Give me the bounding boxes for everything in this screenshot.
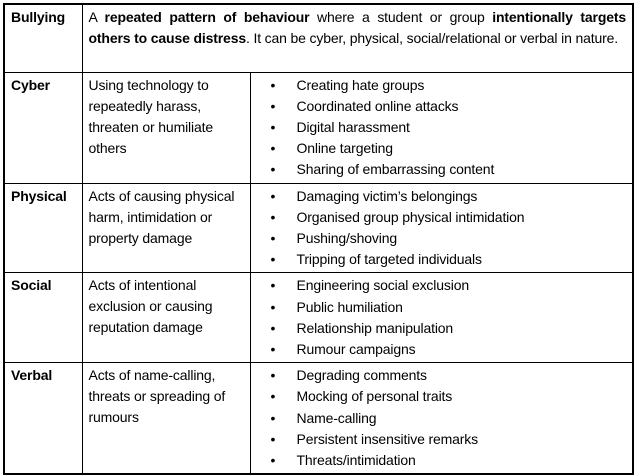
bullet-marker: •	[270, 251, 276, 268]
bullet-item	[257, 429, 627, 450]
bullet-item	[257, 249, 627, 270]
bullet-item	[257, 186, 627, 207]
bullet-text: Organised group physical intimidation	[296, 208, 525, 225]
bullet-text: Public humiliation	[296, 298, 403, 315]
examples-cell-cyber	[250, 72, 633, 183]
bullet-text: Coordinated online attacks	[296, 97, 459, 114]
bullet-marker: •	[270, 140, 276, 157]
bullet-marker: •	[270, 340, 276, 357]
bullet-text: Mocking of personal traits	[296, 388, 453, 405]
bullet-text: Rumour campaigns	[296, 340, 416, 357]
definition-cell-social	[82, 273, 250, 363]
table-row-physical	[4, 183, 633, 273]
definition-segment: intentionally targets others to cause distress	[88, 9, 627, 46]
term-label: Social	[11, 277, 52, 294]
term-label: Verbal	[11, 367, 53, 384]
bullet-marker: •	[270, 409, 276, 426]
bullet-item	[257, 339, 627, 360]
bullet-item	[257, 138, 627, 159]
bullying-definitions-table	[3, 3, 634, 475]
bullet-marker: •	[270, 367, 276, 384]
definition-cell-bullying	[82, 4, 633, 72]
bullet-marker: •	[270, 187, 276, 204]
bullet-text: Relationship manipulation	[296, 319, 454, 336]
bullet-item	[257, 386, 627, 407]
table-row-verbal	[4, 363, 633, 475]
definition-text: Acts of causing physical harm, intimidation or property damage	[88, 187, 235, 246]
examples-cell-verbal	[250, 363, 633, 475]
bullet-text: Name-calling	[296, 409, 377, 426]
bullet-marker: •	[270, 319, 276, 336]
bullet-item	[257, 117, 627, 138]
bullet-marker: •	[270, 298, 276, 315]
bullet-marker: •	[270, 277, 276, 294]
bullet-item	[257, 408, 627, 429]
bullet-item	[257, 228, 627, 249]
bullet-item	[257, 297, 627, 318]
examples-cell-social	[250, 273, 633, 363]
bullet-item	[257, 159, 627, 180]
definition-segment: A	[88, 9, 105, 25]
bullet-list	[257, 186, 627, 271]
table-row-bullying	[4, 4, 633, 72]
bullet-text: Degrading comments	[296, 367, 427, 384]
examples-cell-physical	[250, 183, 633, 273]
bullet-text: Threats/intimidation	[296, 451, 416, 468]
bullet-marker: •	[270, 388, 276, 405]
bullet-item	[257, 207, 627, 228]
bullet-list	[257, 365, 627, 471]
definition-cell-verbal	[82, 363, 250, 475]
bullet-text: Tripping of targeted individuals	[296, 251, 482, 268]
bullet-marker: •	[270, 208, 276, 225]
definition-text: Acts of intentional exclusion or causing reputation damage	[88, 277, 213, 336]
bullet-text: Persistent insensitive remarks	[296, 430, 478, 447]
bullet-item	[257, 75, 627, 96]
bullet-marker: •	[270, 451, 276, 468]
bullet-marker: •	[270, 229, 276, 246]
term-label: Bullying	[11, 9, 66, 25]
bullet-item	[257, 275, 627, 296]
term-cell-physical	[4, 183, 82, 273]
definition-text: Acts of name-calling, threats or spreading of rumours	[88, 367, 226, 426]
bullet-text: Creating hate groups	[296, 76, 425, 93]
definition-cell-cyber	[82, 72, 250, 183]
bullet-text: Pushing/shoving	[296, 229, 397, 246]
table-row-cyber	[4, 72, 633, 183]
table-row-social	[4, 273, 633, 363]
definition-segment: repeated pattern of behaviour	[104, 9, 310, 25]
term-label: Cyber	[11, 76, 50, 93]
bullet-list	[257, 75, 627, 181]
bullet-text: Digital harassment	[296, 118, 410, 135]
bullet-marker: •	[270, 430, 276, 447]
definition-text: Using technology to repeatedly harass, threaten or humiliate others	[88, 76, 213, 156]
bullet-list	[257, 275, 627, 360]
bullet-text: Engineering social exclusion	[296, 277, 469, 294]
bullet-text: Damaging victim’s belongings	[296, 187, 478, 204]
term-cell-verbal	[4, 363, 82, 475]
bullet-item	[257, 365, 627, 386]
definition-segment: . It can be cyber, physical, social/relational or verbal in nature.	[245, 30, 619, 46]
bullet-item	[257, 318, 627, 339]
bullet-text: Online targeting	[296, 140, 393, 157]
bullet-marker: •	[270, 97, 276, 114]
term-label: Physical	[11, 187, 67, 204]
bullet-text: Sharing of embarrassing content	[296, 161, 495, 178]
bullet-marker: •	[270, 118, 276, 135]
term-cell-cyber	[4, 72, 82, 183]
term-cell-social	[4, 273, 82, 363]
term-cell-bullying	[4, 4, 82, 72]
bullet-marker: •	[270, 161, 276, 178]
definition-segment: where a student or group	[309, 9, 493, 25]
definition-cell-physical	[82, 183, 250, 273]
bullet-item	[257, 96, 627, 117]
bullet-marker: •	[270, 76, 276, 93]
